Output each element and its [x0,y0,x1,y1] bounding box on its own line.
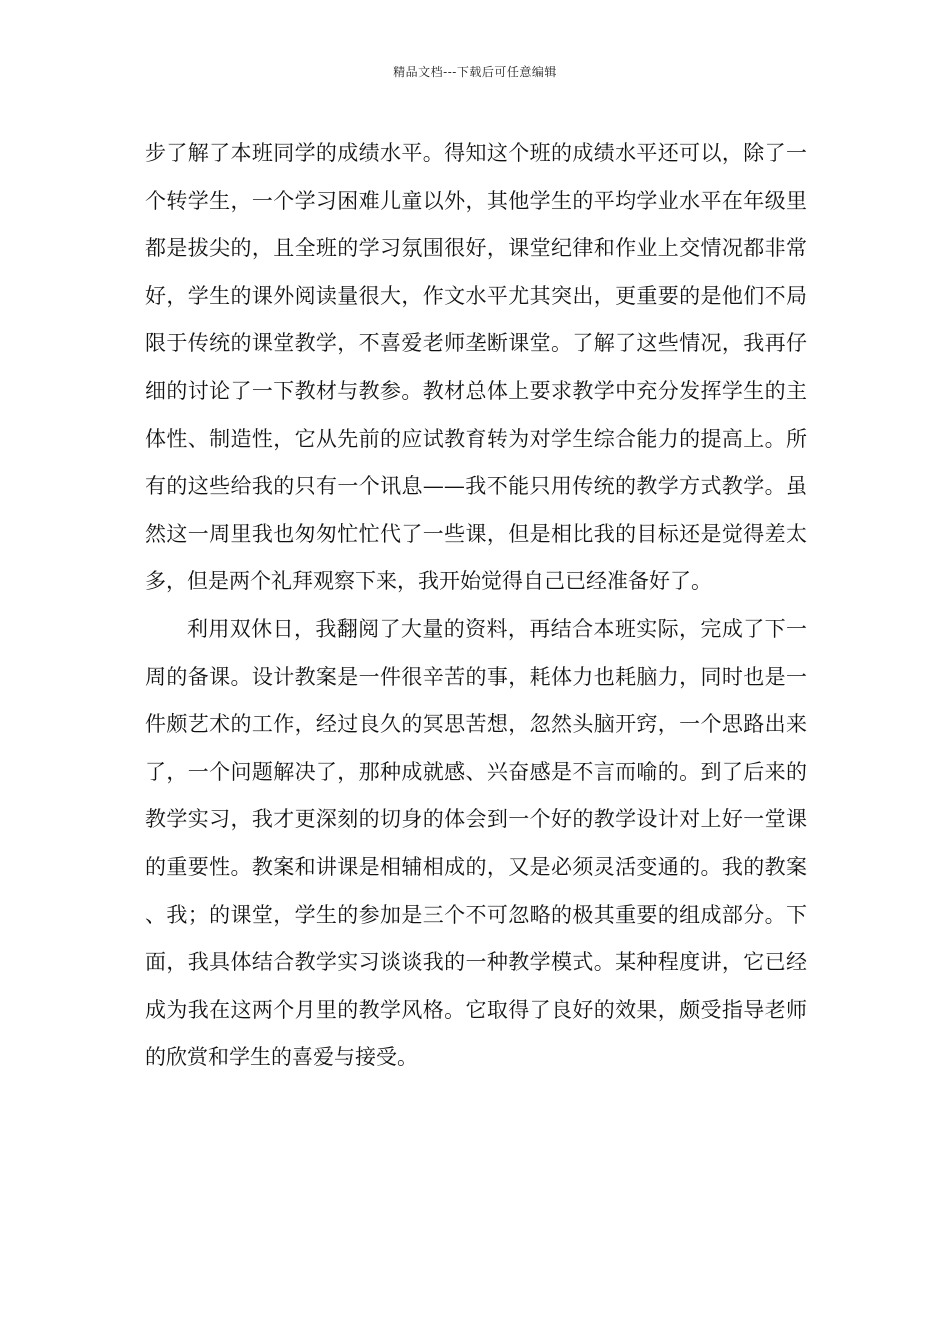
page-header: 精品文档---下载后可任意编辑 [393,65,557,79]
paragraph-lesson-planning: 利用双休日，我翻阅了大量的资料，再结合本班实际，完成了下一周的备课。设计教案是一件很辛苦的事，耗体力也耗脑力，同时也是一件颇艺术的工作，经过良久的冥思苦想，忽然头脑开窍，一个思路出来了，一个问题解决了，那种成就感、兴奋感是不言而喻的。到了后来的教学实习，我才更深刻的切身的体会到一个好的教学设计对上好一堂课的重要性。教案和讲课是相辅相成的，又是必须灵活变通的。我的教案、我；的课堂，学生的参加是三个不可忽略的极其重要的组成部分。下面，我具体结合教学实习谈谈我的一种教学模式。某种程度讲，它已经成为我在这两个月里的教学风格。它取得了良好的效果，颇受指导老师的欣赏和学生的喜爱与接受。 [145,616,807,1070]
paragraph-continued: 步了解了本班同学的成绩水平。得知这个班的成绩水平还可以，除了一个转学生，一个学习困难儿童以外，其他学生的平均学业水平在年级里都是拔尖的，且全班的学习氛围很好，课堂纪律和作业上交情况都非常好，学生的课外阅读量很大，作文水平尤其突出，更重要的是他们不局限于传统的课堂教学，不喜爱老师垄断课堂。了解了这些情况，我再仔细的讨论了一下教材与教参。教材总体上要求教学中充分发挥学生的主体性、制造性，它从先前的应试教育转为对学生综合能力的提高上。所有的这些给我的只有一个讯息——我不能只用传统的教学方式教学。虽然这一周里我也匆匆忙忙代了一些课，但是相比我的目标还是觉得差太多，但是两个礼拜观察下来，我开始觉得自己已经准备好了。 [145,141,807,594]
body-text [145,130,807,1082]
